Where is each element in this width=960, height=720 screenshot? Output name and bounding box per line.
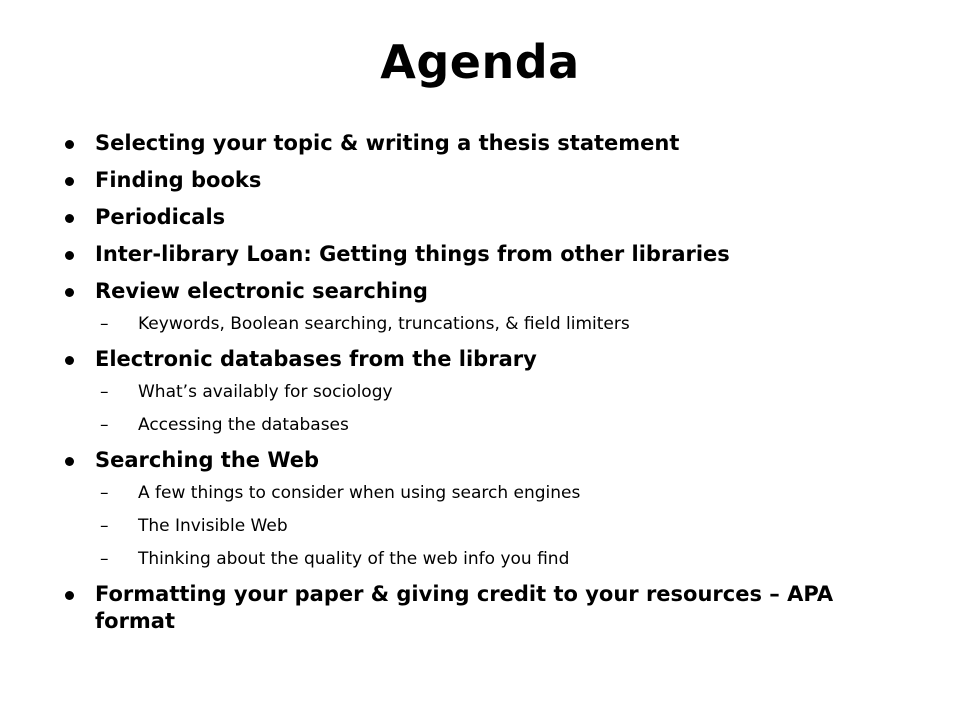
sub-item-label: What’s availably for sociology <box>138 382 393 402</box>
agenda-item-label: Searching the Web <box>95 448 320 472</box>
dash-icon: – <box>100 483 109 503</box>
sub-list <box>95 381 890 436</box>
slide-title: Agenda <box>380 35 580 89</box>
bullet-icon <box>65 288 74 297</box>
dash-icon: – <box>100 382 109 402</box>
agenda-item-label: Periodicals <box>95 205 226 229</box>
agenda-item <box>95 204 890 231</box>
agenda-item-label: Review electronic searching <box>95 279 428 303</box>
dash-icon: – <box>100 516 109 536</box>
bullet-icon <box>65 251 74 260</box>
sub-item <box>100 313 890 335</box>
agenda-item-label: Finding books <box>95 168 262 192</box>
dash-icon: – <box>100 549 109 569</box>
sub-item-label: Accessing the databases <box>138 415 349 435</box>
sub-list <box>95 482 890 570</box>
sub-item-label: Keywords, Boolean searching, truncations, & field limiters <box>138 314 630 334</box>
agenda-item <box>95 278 890 335</box>
agenda-item-label: Inter-library Loan: Getting things from other libraries <box>95 242 730 266</box>
agenda-item-label: Electronic databases from the library <box>95 347 537 371</box>
agenda-item <box>95 581 890 635</box>
bullet-icon <box>65 214 74 223</box>
agenda-item <box>95 447 890 570</box>
agenda-item <box>95 346 890 436</box>
agenda-item <box>95 241 890 268</box>
dash-icon: – <box>100 314 109 334</box>
sub-list <box>95 313 890 335</box>
sub-item <box>100 381 890 403</box>
sub-item-label: A few things to consider when using search engines <box>138 483 581 503</box>
agenda-list <box>0 130 960 645</box>
bullet-icon <box>65 177 74 186</box>
sub-item-label: Thinking about the quality of the web info you find <box>138 549 570 569</box>
agenda-item <box>95 130 890 157</box>
sub-item <box>100 414 890 436</box>
sub-item <box>100 482 890 504</box>
bullet-icon <box>65 591 74 600</box>
agenda-item-label: Selecting your topic & writing a thesis statement <box>95 131 680 155</box>
bullet-icon <box>65 356 74 365</box>
sub-item <box>100 548 890 570</box>
bullet-icon <box>65 457 74 466</box>
sub-item-label: The Invisible Web <box>138 516 288 536</box>
bullet-icon <box>65 140 74 149</box>
dash-icon: – <box>100 415 109 435</box>
agenda-item <box>95 167 890 194</box>
sub-item <box>100 515 890 537</box>
agenda-item-label: Formatting your paper & giving credit to your resources – APA format <box>95 582 834 633</box>
